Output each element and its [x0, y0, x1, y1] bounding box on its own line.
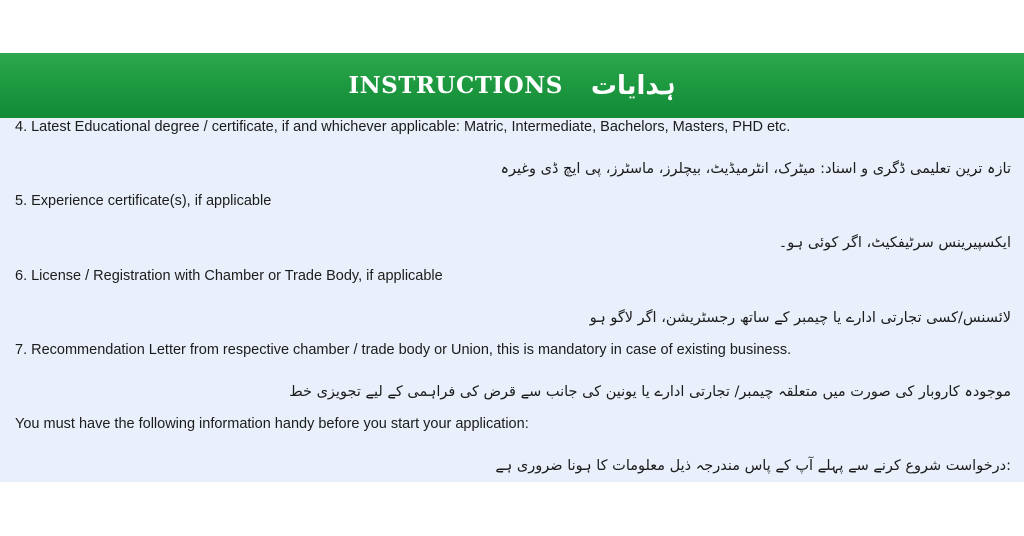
- header-title-en: INSTRUCTIONS: [348, 72, 563, 99]
- item-6-ur: لائسنس/کسی تجارتی ادارے یا چیمبر کے ساتھ رجسٹریشن، اگر لاگو ہو: [589, 310, 1011, 326]
- item-4-ur: تازہ ترین تعلیمی ڈگری و اسناد: میٹرک، انٹرمیڈیٹ، بیچلرز، ماسٹرز، پی ایچ ڈی وغیرہ: [500, 161, 1011, 177]
- instructions-header: [0, 53, 1024, 118]
- info-note-en: You must have the following information handy before you start your application:: [15, 416, 529, 432]
- item-5-en: 5. Experience certificate(s), if applicable: [15, 193, 272, 209]
- item-7-ur: موجودہ کاروبار کی صورت میں متعلقہ چیمبر/ تجارتی ادارے یا یونین کی جانب سے قرض کی فراہمی کے لیے تجویزی خط: [289, 384, 1011, 400]
- item-4-en: 4. Latest Educational degree / certificate, if and whichever applicable: Matric, Intermediate, Bachelors, Masters, PHD etc.: [15, 119, 791, 135]
- item-5-ur: ایکسپیرینس سرٹیفکیٹ، اگر کوئی ہو۔: [778, 235, 1011, 251]
- info-note-ur: :درخواست شروع کرنے سے پہلے آپ کے پاس مندرجہ ذیل معلومات کا ہونا ضروری ہے: [495, 458, 1011, 474]
- item-7-en: 7. Recommendation Letter from respective chamber / trade body or Union, this is mandatory in case of existing business.: [15, 342, 792, 358]
- item-6-en: 6. License / Registration with Chamber or Trade Body, if applicable: [15, 268, 443, 284]
- header-title-ur: ہدایات: [590, 70, 676, 101]
